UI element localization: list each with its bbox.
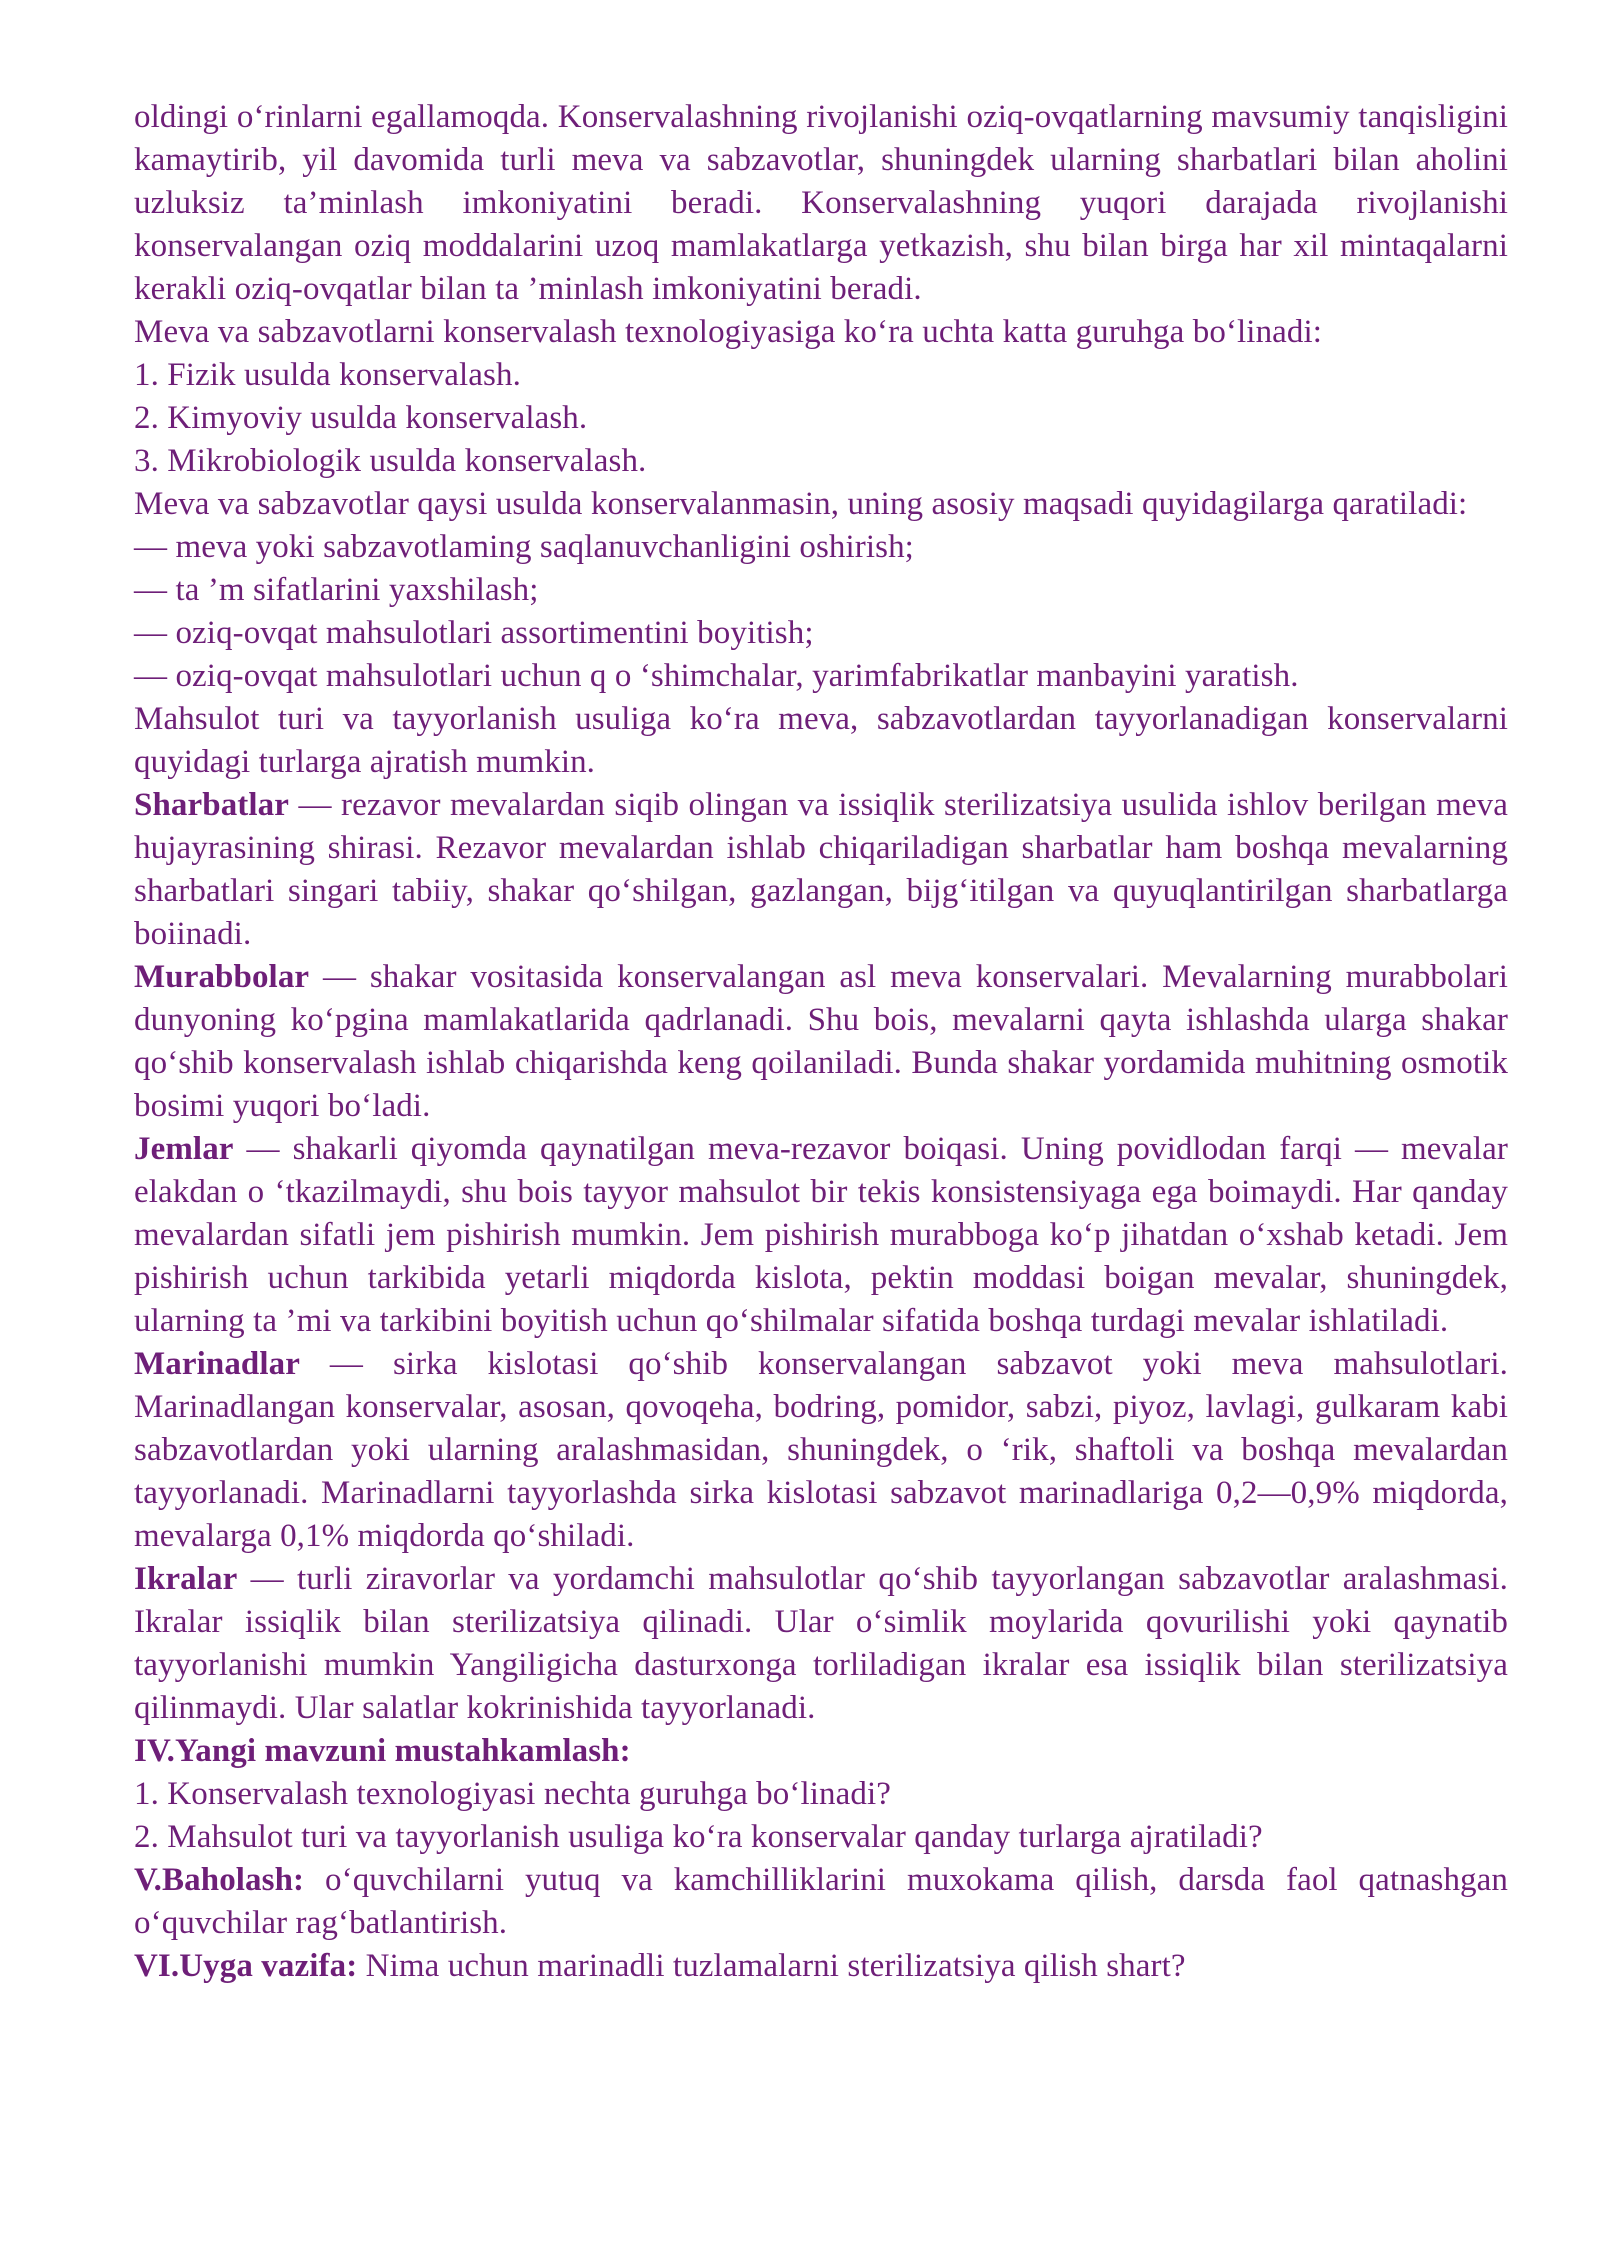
- question-item: 2. Mahsulot turi va tayyorlanish usuliga ko‘ra konservalar qanday turlarga ajratiladi?: [134, 1819, 1263, 1855]
- definition-term: Murabbolar: [134, 959, 310, 995]
- list-item: 1. Fizik usulda konservalash.: [134, 357, 521, 393]
- definition-text: — turli ziravorlar va yordamchi mahsulotlar qo‘shib tayyorlangan sabzavotlar aralashmasi. Ikralar issiqlik bilan sterilizatsiya qilinadi. Ular o‘simlik moylarida qovurilishi yoki qaynatib tayyorlanishi mumkin Yangiligicha dasturxonga torliladigan ikralar esa issiqlik bilan sterilizatsiya qilinmaydi. Ular salatlar kokrinishida tayyorlanadi.: [134, 1561, 1508, 1726]
- definition-murabbolar: [134, 956, 1508, 1128]
- list-item: — ta ’m sifatlarini yaxshilash;: [134, 572, 539, 608]
- definition-term: Sharbatlar: [134, 787, 290, 823]
- homework-paragraph: [134, 1945, 1508, 1988]
- list-item: 3. Mikrobiologik usulda konservalash.: [134, 443, 647, 479]
- section-label: V.Baholash:: [134, 1862, 305, 1898]
- question-item: 1. Konservalash texnologiyasi nechta guruhga bo‘linadi?: [134, 1776, 891, 1812]
- list-item: 2. Kimyoviy usulda konservalash.: [134, 400, 588, 436]
- section-heading: IV.Yangi mavzuni mustahkamlash:: [134, 1733, 631, 1769]
- definition-text: — shakarli qiyomda qaynatilgan meva-rezavor boiqasi. Uning povidlodan farqi — mevalar elakdan o ‘tkazilmaydi, shu bois tayyor mahsulot bir tekis konsistensiyaga ega boimaydi. Har qanday mevalardan sifatli jem pishirish mumkin. Jem pishirish murabboga ko‘p jihatdan o‘xshab ketadi. Jem pishirish uchun tarkibida yetarli miqdorda kislota, pektin moddasi boigan mevalar, shuningdek, ularning ta ’mi va tarkibini boyitish uchun qo‘shilmalar sifatida boshqa turdagi mevalar ishlatiladi.: [134, 1131, 1508, 1339]
- list-item: — meva yoki sabzavotlaming saqlanuvchanligini oshirish;: [134, 529, 914, 565]
- section-text: o‘quvchilarni yutuq va kamchilliklarini muxokama qilish, darsda faol qatnashgan o‘quvchilar rag‘batlantirish.: [134, 1862, 1508, 1941]
- intro-paragraph: oldingi o‘rinlarni egallamoqda. Konservalashning rivojlanishi oziq-ovqatlarning mavsumiy tanqisligini kamaytirib, yil davomida turli meva va sabzavotlar, shuningdek ularning sharbatlari bilan aholini uzluksiz ta’minlash imkoniyatini beradi. Konservalashning yuqori darajada rivojlanishi konservalangan oziq moddalarini uzoq mamlakatlarga yetkazish, shu bilan birga har xil mintaqalarni kerakli oziq-ovqatlar bilan ta ’minlash imkoniyatini beradi.: [134, 99, 1508, 307]
- definition-ikralar: [134, 1558, 1508, 1730]
- aims-intro: Meva va sabzavotlar qaysi usulda konservalanmasin, uning asosiy maqsadi quyidagilarga qaratiladi:: [134, 486, 1468, 522]
- definition-text: — sirka kislotasi qo‘shib konservalangan sabzavot yoki meva mahsulotlari. Marinadlangan konservalar, asosan, qovoqeha, bodring, pomidor, sabzi, piyoz, lavlagi, gulkaram kabi sabzavotlardan yoki ularning aralashmasidan, shuningdek, o ‘rik, shaftoli va boshqa mevalardan tayyorlanadi. Marinadlarni tayyorlashda sirka kislotasi sabzavot marinadlariga 0,2—0,9% miqdorda, mevalarga 0,1% miqdorda qo‘shiladi.: [134, 1346, 1508, 1554]
- groups-intro: Meva va sabzavotlarni konservalash texnologiyasiga ko‘ra uchta katta guruhga bo‘linadi:: [134, 314, 1323, 350]
- section-text: Nima uchun marinadli tuzlamalarni sterilizatsiya qilish shart?: [357, 1948, 1186, 1984]
- definition-jemlar: [134, 1128, 1508, 1343]
- definition-text: — shakar vositasida konservalangan asl meva konservalari. Mevalarning murabbolari dunyoning ko‘pgina mamlakatlarida qadrlanadi. Shu bois, mevalarni qayta ishlashda ularga shakar qo‘shib konservalash ishlab chiqarishda keng qoilaniladi. Bunda shakar yordamida muhitning osmotik bosimi yuqori bo‘ladi.: [134, 959, 1508, 1124]
- types-intro: Mahsulot turi va tayyorlanish usuliga ko‘ra meva, sabzavotlardan tayyorlanadigan konservalarni quyidagi turlarga ajratish mumkin.: [134, 701, 1508, 780]
- definition-term: Marinadlar: [134, 1346, 300, 1382]
- list-item: — oziq-ovqat mahsulotlari uchun q o ‘shimchalar, yarimfabrikatlar manbayini yaratish.: [134, 658, 1299, 694]
- definition-sharbatlar: [134, 784, 1508, 956]
- section-label: VI.Uyga vazifa:: [134, 1948, 358, 1984]
- definition-term: Ikralar: [134, 1561, 238, 1597]
- list-item: — oziq-ovqat mahsulotlari assortimentini boyitish;: [134, 615, 814, 651]
- assessment-paragraph: [134, 1859, 1508, 1945]
- definition-term: Jemlar: [134, 1131, 234, 1167]
- definition-marinadlar: [134, 1343, 1508, 1558]
- definition-text: — rezavor mevalardan siqib olingan va issiqlik sterilizatsiya usulida ishlov berilgan meva hujayrasining shirasi. Rezavor mevalardan ishlab chiqariladigan sharbatlar ham boshqa mevalarning sharbatlari singari tabiiy, shakar qo‘shilgan, gazlangan, bijg‘itilgan va quyuqlantirilgan sharbatlarga boiinadi.: [134, 787, 1508, 952]
